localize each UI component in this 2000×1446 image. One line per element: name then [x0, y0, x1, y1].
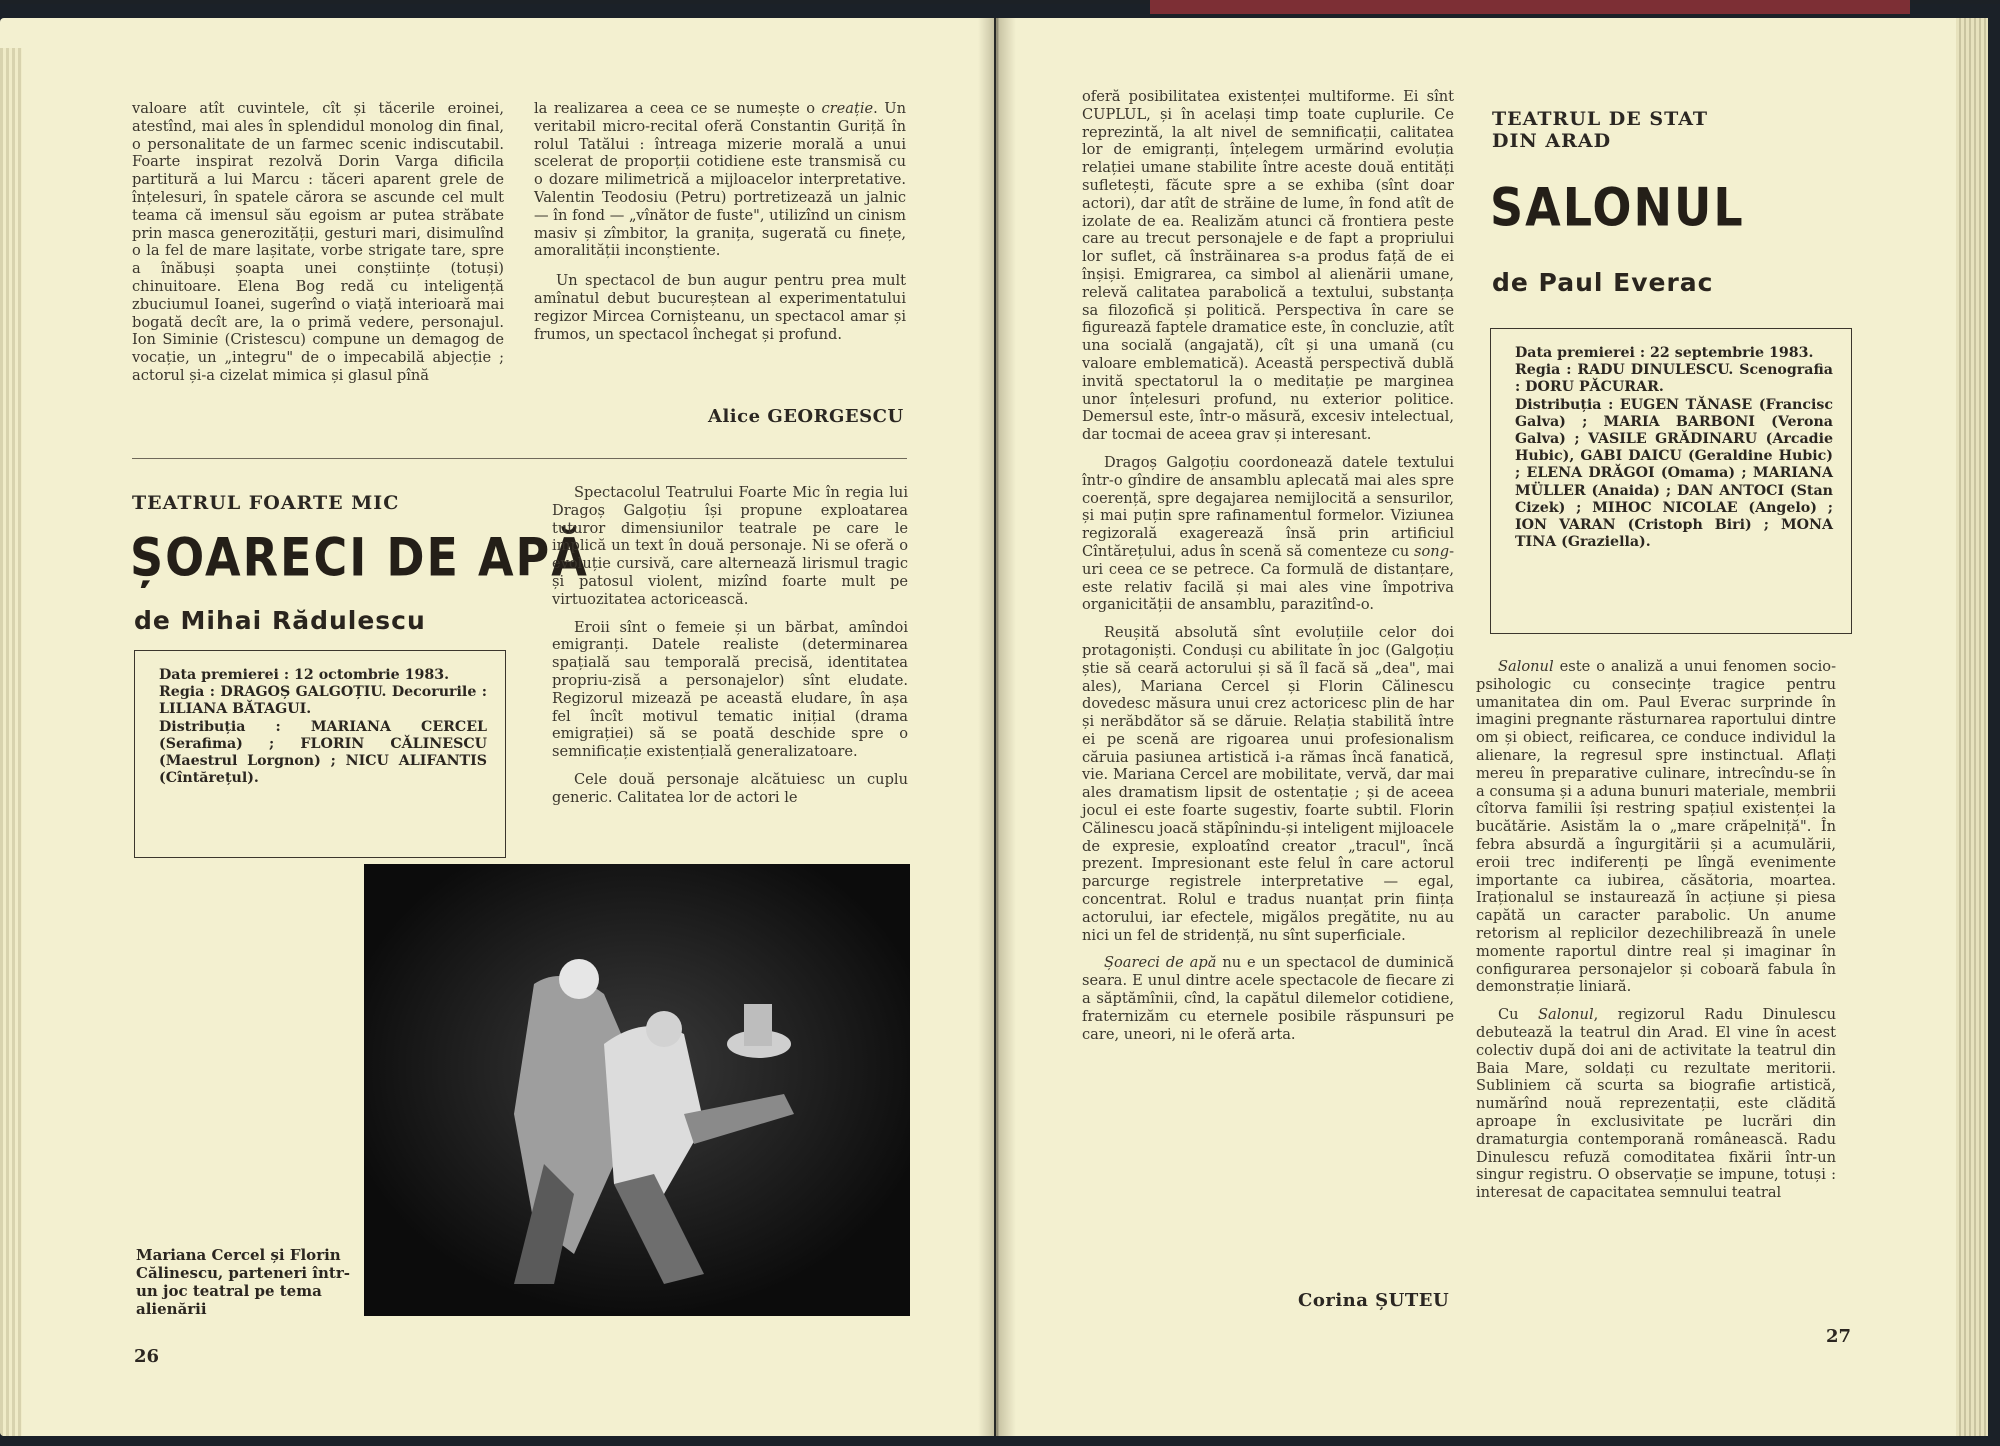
right-col1-p3: Reușită absolută sînt evoluțiile celor doi protagoniști. Conduși cu abilitate în joc (Galgoțiu știe să ceară actorului și să îl facă să „dea", mai ales), Mariana Cercel și Florin Călinescu dovedesc măsura unui crez actoricesc plin de har și nerăbdător să se dăruie. Relația stabilită între ei pe scenă are rigoarea unui profesionalism căruia pasiunea artistică i-a rămas încă fanatică, vie. Mariana Cercel are mobilitate, vervă, dar mai ales dramatism lipsit de ostentație ; și de aceea jocul ei este foarte sugestiv, foarte subtil. Florin Călinescu joacă stăpînindu-și inteligent mijloacele de expresie, exploatînd creator „tracul", încă prezent. Impresionant este felul în care actorul parcurge registrele interpretative — egal, concentrat. Rolul e tradus nuanțat prin ființa actorului, iar efectele, migălos pregătite, nu au nici un fel de stridență, nu sînt superficiale.	[1082, 624, 1454, 944]
left-col3-p1: Spectacolul Teatrului Foarte Mic în regia lui Dragoș Galgoțiu își propune exploatarea tuturor dimensiunilor teatrale pe care le implică un text în două personaje. Ni se oferă o evoluție cursivă, care alternează lirismul tragic și patosul violent, mizînd foarte mult pe virtuozitatea actoricească.	[552, 484, 908, 608]
left-signature: Alice GEORGESCU	[708, 406, 904, 427]
right-section-label: TEATRUL DE STAT DIN ARAD	[1492, 108, 1709, 152]
stage-photo	[364, 864, 910, 1316]
italic-span: Șoareci de apă	[1104, 954, 1217, 972]
right-signature: Corina ȘUTEU	[1298, 1290, 1450, 1311]
book-spine-shadow	[978, 18, 1016, 1436]
left-article-author: de Mihai Rădulescu	[134, 606, 426, 635]
left-col1-text: valoare atît cuvintele, cît și tăcerile eroinei, atestînd, mai ales în splendidul monolog din final, o personalitate de un farmec scenic indiscutabil. Foarte inspirat rezolvă Dorin Varga dificila partitură a lui Marcu : tăceri aparent grele de înțelesuri, în spatele cărora se ascunde cel mult teama că imensul său egoism ar putea străbate prin masca generozității, gesturi mari, disimulînd o la fel de mare lașitate, vorbe strigate tare, spre a înăbuși șoapta unei conștiințe (totuși) chinuitoare. Elena Bog redă cu inteligență zbuciumul Ioanei, sugerînd o viață interioară mai bogată decît are, la o primă vedere, personajul. Ion Siminie (Cristescu) compune un demagog de vocație, un „integru" de o impecabilă abjecție ; actorul și-a cizelat mimica și glasul pînă	[132, 100, 504, 384]
stage-photo-image	[364, 864, 910, 1316]
italic-span: Salonul	[1498, 658, 1554, 675]
right-page	[996, 18, 1986, 1436]
credits-line: Data premierei : 22 septembrie 1983.	[1515, 345, 1814, 361]
credits-line: Data premierei : 12 octombrie 1983.	[159, 667, 450, 683]
right-col1-p1: oferă posibilitatea existenței multiforme. Ei sînt CUPLUL, și în același timp toate cuplurile. Ce reprezintă, la alt nivel de semnificații, calitatea lor de emigranți, înțelegem urmărind evoluția relației umane stabilite între aceste două entități sufletești, făcute spre a se exhiba (sînt doar actori), dar atît de străine de lume, în fond atît de izolate de ea. Realizăm atunci că frontiera peste care au trecut personajele e de fapt a propriului lor suflet, că înstrăinarea s-a produs față de ei înșiși. Emigrarea, ca simbol al alienării umane, relevă calitatea parabolică a textului, substanța sa filozofică și politică. Perspectiva în care se figurează faptele dramatice este, în concluzie, atît una socială (angajată), cît și una umană (cu valoare emblematică). Această perspectivă dublă invită spectatorul la o meditație pe marginea unor înțelesuri profund, nu exterior politice. Demersul este, într-o măsură, excesiv intelectual, dar tocmai de aceea grav și interesant.	[1082, 88, 1454, 444]
credits-line: Distribuția : MARIANA CERCEL (Serafima) ; FLORIN CĂLINESCU (Maestrul Lorgnon) ; NICU ALIFANTIS (Cîntărețul).	[159, 718, 487, 787]
credits-line: Regia : RADU DINULESCU. Scenografia : DORU PĂCURAR.	[1515, 362, 1833, 396]
left-col3-p2: Eroii sînt o femeie și un bărbat, amîndoi emigranți. Datele realiste (determinarea spațială sau temporală precisă, identitatea propriu-zisă a personajelor) sînt eludate. Regizorul mizează pe această eludare, în așa fel încît motivul tematic inițial (drama emigrației) să se poată deschide spre o semnificație existențială generalizatoare.	[552, 618, 908, 761]
page-number-left: 26	[134, 1346, 160, 1367]
left-col3	[552, 484, 908, 817]
right-article-title: SALONUL	[1490, 176, 1745, 239]
italic-span: creație	[821, 100, 874, 117]
text-span: este o analiză a unui fenomen socio-psihologic cu consecințe tragice pentru umanitatea din om. Paul Everac surprinde în imagini pregnante răsturnarea raportului dintre om și obiect, reificarea, ce conduce individul la alienare, la regresul spre instinctual. Aflați mereu în preparative culinare, intrecîndu-se în a consuma și a aduna bunuri materiale, membrii cîtorva familii își restring spațiul existenței la bucătărie. Asistăm la o „mare crăpelniță". În febra absurdă a îngurgitării și a acumulării, eroii trec indiferenți pe lîngă evenimente importante ca iubirea, căsătoria, moartea. Iraționalul se instaurează în acțiune și piesa capătă un caracter parabolic. Un anume retorism al replicilor dezechilibrează în unele momente raportul dintre real și imaginar în configurarea personajelor și coboară fabula în demonstrație liniară.	[1476, 658, 1836, 996]
left-col3-p3: Cele două personaje alcătuiesc un cuplu generic. Calitatea lor de actori le	[552, 770, 908, 806]
left-col2-p2: Un spectacol de bun augur pentru prea mult amînatul debut bucureștean al experimentatului regizor Mircea Cornișteanu, un spectacol amar și frumos, un spectacol închegat și profund.	[534, 272, 906, 343]
italic-span: song	[1414, 542, 1450, 560]
left-section-label: TEATRUL FOARTE MIC	[132, 492, 400, 514]
credits-line: Regia : DRAGOȘ GALGOȚIU. Decorurile : LILIANA BĂTAGUI.	[159, 684, 487, 718]
text-span: , regizorul Radu Dinulescu debutează la teatrul din Arad. El vine în acest colectiv după doi ani de activitate la teatrul din Baia Mare, soldați cu rezultate meritorii. Subliniem că scurta sa biografie artistică, numărînd nouă reprezentații, este clădită aproape în exclusivitate pe lucrări din dramaturgia contemporană românească. Radu Dinulescu refuză comoditatea fixării într-un singur registru. O observație se impune, totuși : interesat de capacitatea semnului teatral	[1476, 1006, 1836, 1202]
right-col1-p4	[1082, 954, 1454, 1043]
left-article-title: ȘOARECI DE APĂ	[130, 526, 589, 589]
text-span: Dragoș Galgoțiu coordonează datele textului într-o gîndire de ansamblu aplecată mai ales spre coerență, spre degajarea nemijlocită a sensurilor, și mai puțin spre rafinamentul formelor. Viziunea regizorală exagerează însă prin artificiul Cîntărețului, adus în scenă să comenteze cu	[1082, 453, 1454, 560]
text-span: -uri ceea ce se petrece. Ca formulă de distanțare, este relativ facilă și mai ales vine împotriva organicității de ansamblu, parazitînd-o.	[1082, 542, 1454, 614]
book-cover-red-band	[1150, 0, 1910, 14]
photo-caption: Mariana Cercel și Florin Călinescu, parteneri într-un joc teatral pe tema alienării	[136, 1246, 350, 1318]
left-page-edge	[0, 48, 22, 1436]
left-col2-p1	[534, 100, 906, 260]
right-article-author: de Paul Everac	[1492, 268, 1714, 297]
right-page-edge	[1956, 18, 1988, 1436]
right-col1	[1082, 88, 1454, 1053]
left-col2	[534, 100, 906, 353]
text-span: nu e un spectacol de duminică seara. E unul dintre acele spectacole de fiecare zi a săptămînii, cînd, la capătul dilemelor cotidiene, fraternizăm cu eternele posibile răspunsuri pe care, uneori, ni le oferă arta.	[1082, 954, 1454, 1043]
left-page	[0, 18, 994, 1436]
italic-span: Salonul	[1538, 1006, 1594, 1024]
right-col2-p1	[1476, 658, 1836, 996]
text-span: Cu	[1498, 1006, 1538, 1024]
right-col2	[1476, 658, 1836, 1212]
right-col1-p2	[1082, 454, 1454, 614]
right-credits-box	[1490, 328, 1852, 634]
page-number-right: 27	[1826, 1326, 1852, 1347]
left-credits-box	[134, 650, 506, 858]
section-divider	[132, 458, 907, 459]
right-col2-p2	[1476, 1006, 1836, 1202]
text-span: . Un veritabil micro-recital oferă Constantin Guriță în rolul Tatălui : întreaga mizerie morală a unui scelerat de proporții cotidiene este transmisă cu o dozare milimetrică a mijloacelor interpretative. Valentin Teodosiu (Petru) portretizează un jalnic — în fond — „vînător de fuste", utilizînd un cinism masiv și zîmbitor, la granița, sugerată cu finețe, amoralității inconștiente.	[534, 100, 906, 260]
credits-line: Distribuția : EUGEN TĂNASE (Francisc Galva) ; MARIA BARBONI (Verona Galva) ; VASILE GRĂDINARU (Arcadie Hubic), GABI DAICU (Geraldine Hubic) ; ELENA DRĂGOI (Omama) ; MARIANA MÜLLER (Anaida) ; DAN ANTOCI (Stan Cizek) ; MIHOC NICOLAE (Angelo) ; ION VARAN (Cristoph Biri) ; MONA TINA (Graziella).	[1515, 396, 1833, 551]
text-span: la realizarea a ceea ce se numește o	[534, 100, 822, 117]
left-col1	[132, 100, 504, 395]
